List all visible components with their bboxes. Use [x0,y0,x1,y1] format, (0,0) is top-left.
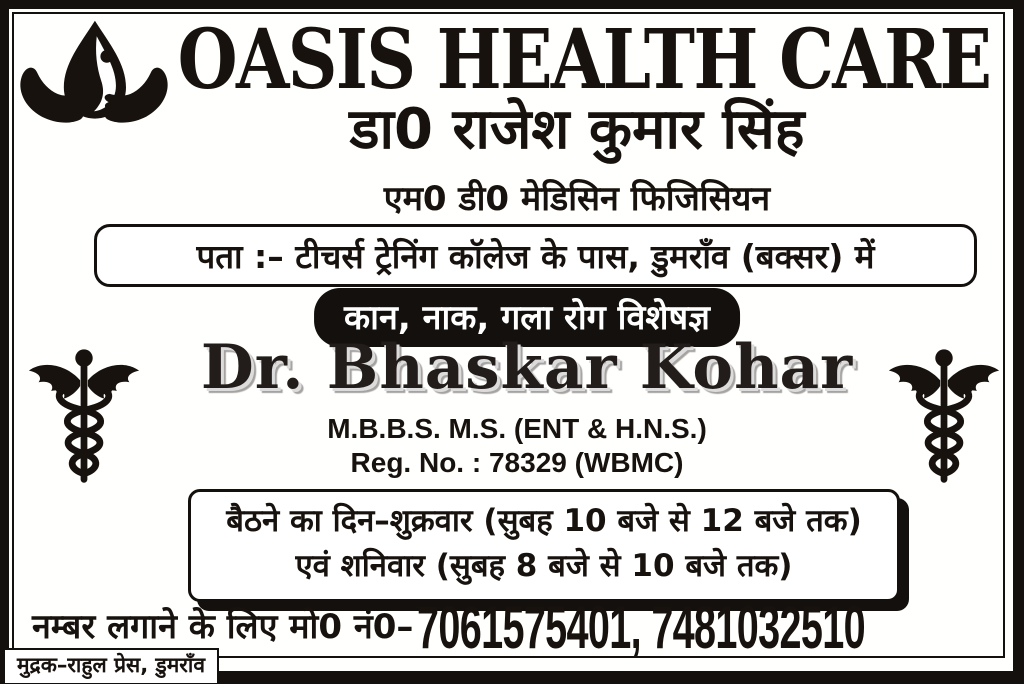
printer-credit: मुद्रक–राहुल प्रेस, डुमराँव [17,653,205,677]
schedule-line-2: एवं शनिवार (सुबह 8 बजे से 10 बजे तक) [295,547,793,584]
physician-name: डा0 राजेश कुमार सिंह [349,97,805,162]
clinic-name: OASIS HEALTH CARE [177,12,991,108]
ent-doctor-name: Dr. Bhaskar Kohar [200,332,854,403]
physician-qualification: एम0 डी0 मेडिसिन फिजिसियन [383,179,771,219]
ent-doctor-degrees: M.B.B.S. M.S. (ENT & H.N.S.) [327,413,707,444]
address-line: पता :– टीचर्स ट्रेनिंग कॉलेज के पास, डुमराँव (बक्सर) में [196,237,875,276]
schedule-line-1: बैठने का दिन–शुक्रवार (सुबह 10 बजे से 12 बजे तक) [226,503,862,539]
specialty-line: कान, नाक, गला रोग विशेषज्ञ [344,298,710,338]
printer-credit-box [3,648,219,684]
ent-doctor-registration: Reg. No. : 78329 (WBMC) [350,447,684,478]
hands-holding-drop-logo-icon [16,18,172,146]
address-box [94,224,977,287]
schedule-box [188,489,900,602]
contact-phone-numbers: 7061575401, 7481032510 [417,593,866,661]
contact-label: नम्बर लगाने के लिए मो0 नं0– [32,607,414,647]
